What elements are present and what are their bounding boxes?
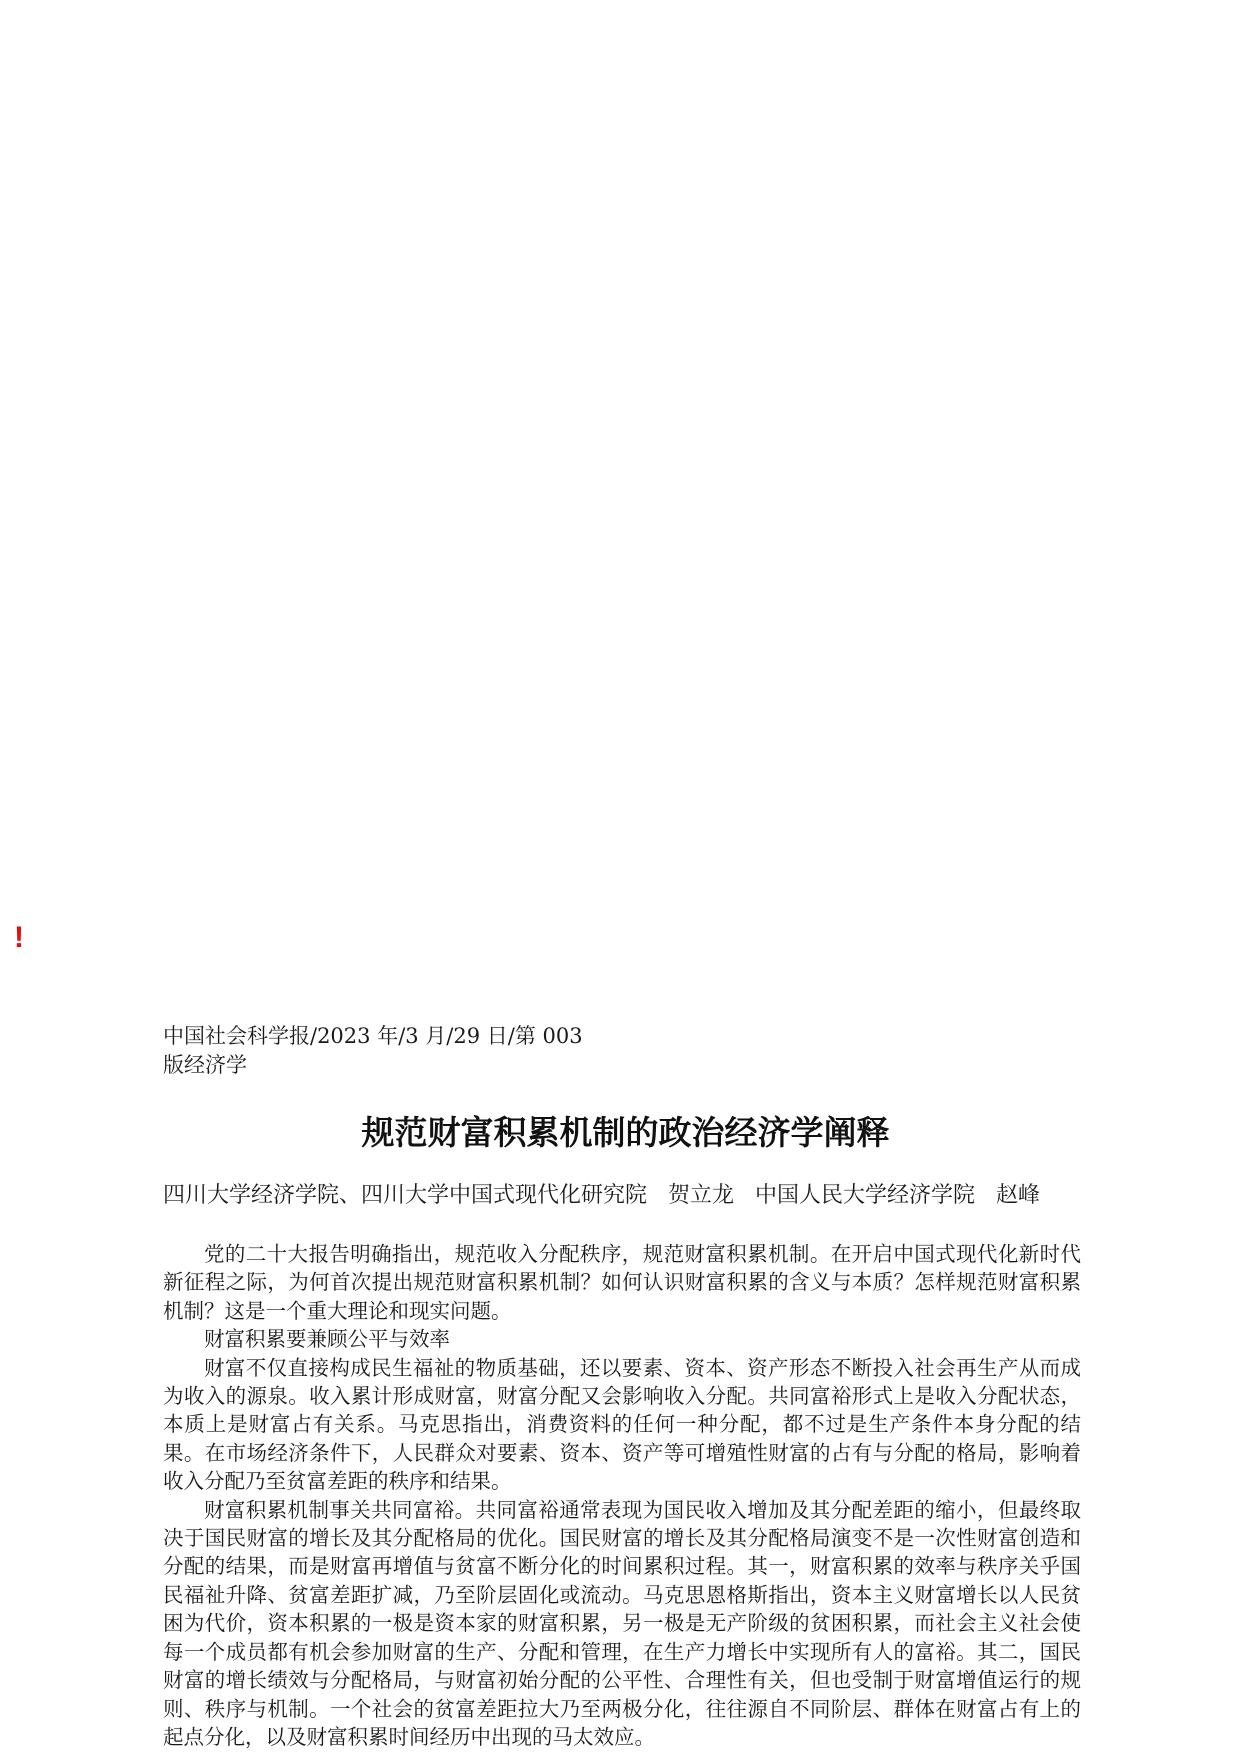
source-line-2: 版经济学	[163, 1053, 247, 1077]
article-body	[163, 1240, 1081, 1751]
source-line-1: 中国社会科学报/2023 年/3 月/29 日/第 003	[163, 1024, 583, 1048]
author-1: 贺立龙	[668, 1183, 735, 1208]
affiliation-1: 四川大学经济学院、四川大学中国式现代化研究院	[163, 1183, 648, 1208]
paragraph-common-prosperity: 财富积累机制事关共同富裕。共同富裕通常表现为国民收入增加及其分配差距的缩小，但最终取决于国民财富的增长及其分配格局的优化。国民财富的增长及其分配格局演变不是一次性财富创造和分配的结果，而是财富再增值与贫富不断分化的时间累积过程。其一，财富积累的效率与秩序关乎国民福祉升降、贫富差距扩减，乃至阶层固化或流动。马克思恩格斯指出，资本主义财富增长以人民贫困为代价，资本积累的一极是资本家的财富积累，另一极是无产阶级的贫困积累，而社会主义社会使每一个成员都有机会参加财富的生产、分配和管理，在生产力增长中实现所有人的富裕。其二，国民财富的增长绩效与分配格局，与财富初始分配的公平性、合理性有关，但也受制于财富增值运行的规则、秩序与机制。一个社会的贫富差距拉大乃至两极分化，往往源自不同阶层、群体在财富占有上的起点分化，以及财富积累时间经历中出现的马太效应。	[163, 1497, 1081, 1749]
byline	[163, 1180, 1088, 1212]
warning-mark-icon: !	[14, 921, 24, 954]
author-2: 赵峰	[996, 1183, 1041, 1208]
section-heading: 财富积累要兼顾公平与效率	[204, 1327, 450, 1352]
article-title: 规范财富积累机制的政治经济学阐释	[361, 1113, 890, 1152]
publication-source	[163, 1022, 603, 1080]
paragraph-intro: 党的二十大报告明确指出，规范收入分配秩序，规范财富积累机制。在开启中国式现代化新时代新征程之际，为何首次提出规范财富积累机制？如何认识财富积累的含义与本质？怎样规范财富积累机制？这是一个重大理论和现实问题。	[163, 1242, 1081, 1323]
paragraph-wealth-basis: 财富不仅直接构成民生福祉的物质基础，还以要素、资本、资产形态不断投入社会再生产从而成为收入的源泉。收入累计形成财富，财富分配又会影响收入分配。共同富裕形式上是收入分配状态，本质上是财富占有关系。马克思指出，消费资料的任何一种分配，都不过是生产条件本身分配的结果。在市场经济条件下，人民群众对要素、资本、资产等可增殖性财富的占有与分配的格局，影响着收入分配乃至贫富差距的秩序和结果。	[163, 1355, 1081, 1494]
affiliation-2: 中国人民大学经济学院	[755, 1183, 976, 1208]
